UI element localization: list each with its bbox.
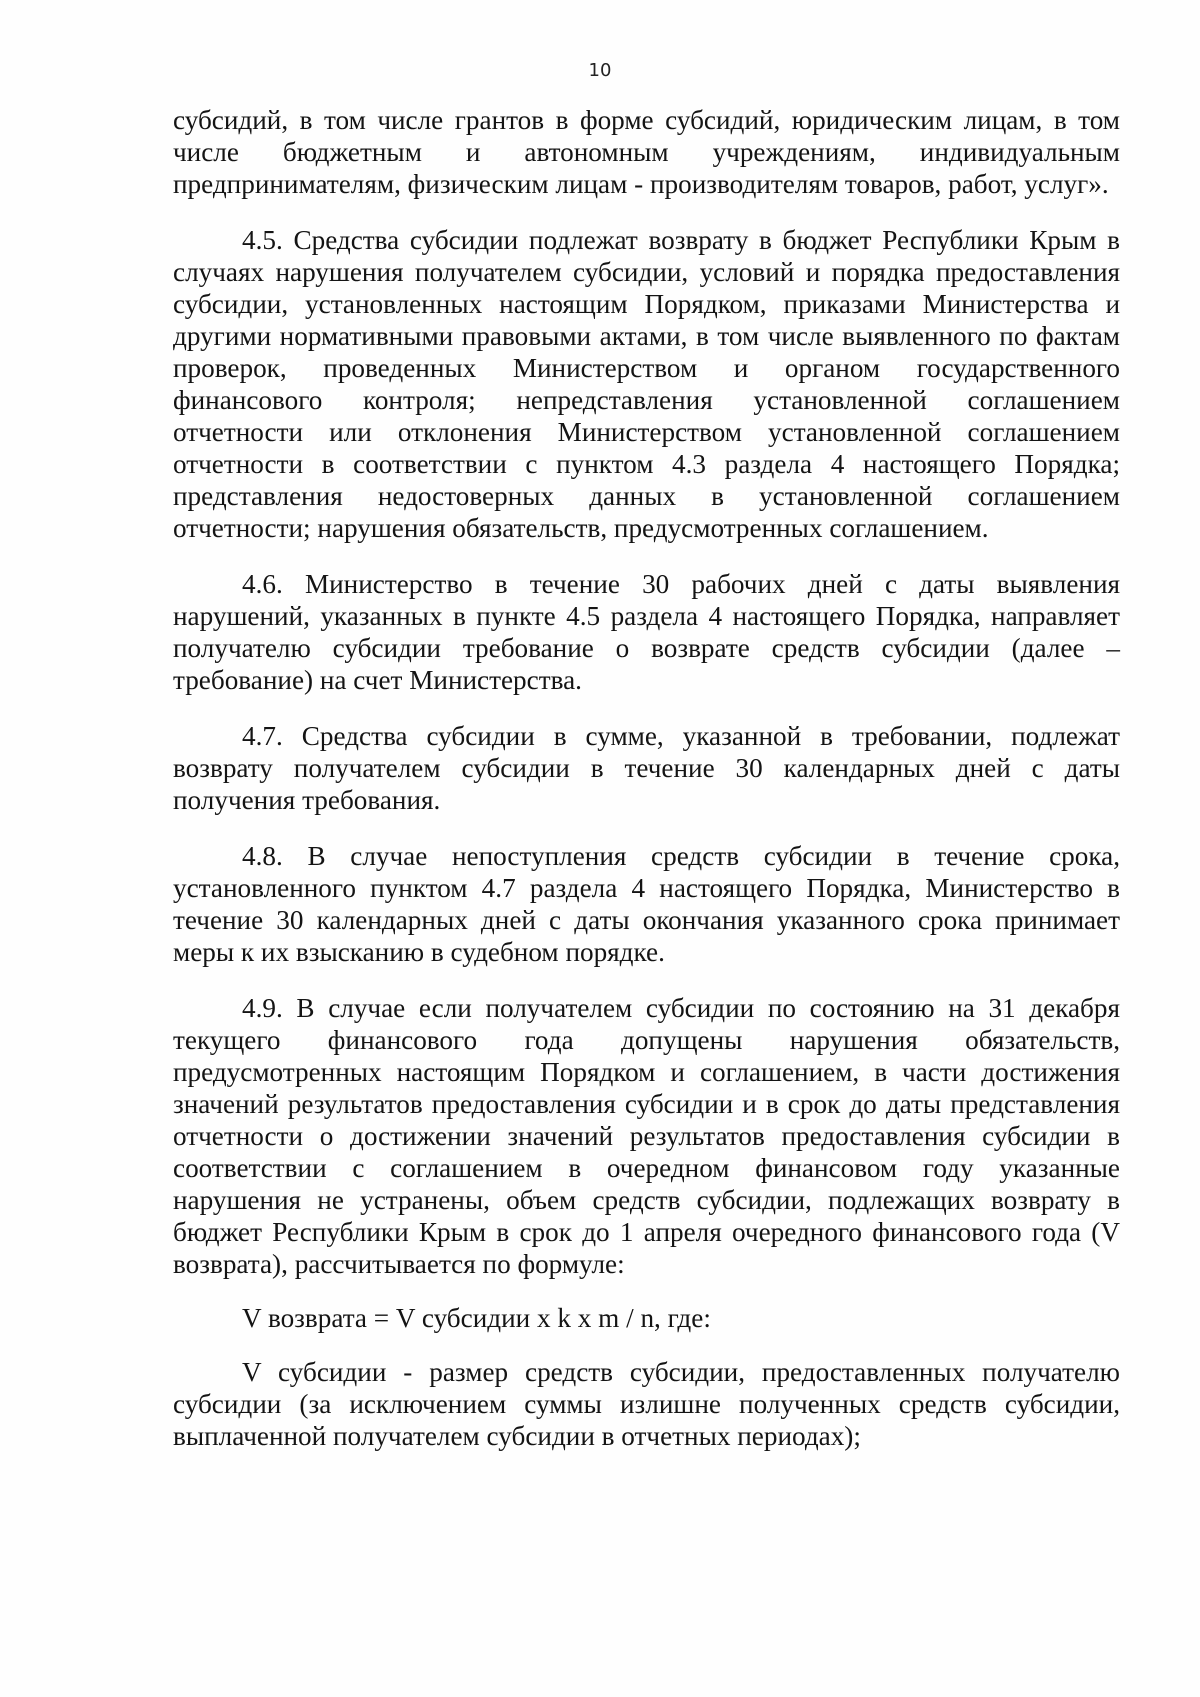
page-number: 10	[588, 60, 612, 81]
paragraph-4-6: 4.6. Министерство в течение 30 рабочих дней с даты выявления нарушений, указанных в пункте 4.5 раздела 4 настоящего Порядка, направляет получателю субсидии требование о возврате средств субсидии (далее – требование) на счет Министерства.	[173, 569, 1120, 695]
paragraph-4-8: 4.8. В случае непоступления средств субсидии в течение срока, установленного пунктом 4.7 раздела 4 настоящего Порядка, Министерство в течение 30 календарных дней с даты окончания указанного срока принимает меры к их взысканию в судебном порядке.	[173, 841, 1120, 967]
paragraph-continuation: субсидий, в том числе грантов в форме субсидий, юридическим лицам, в том числе бюджетным и автономным учреждениям, индивидуальным предпринимателям, физическим лицам - производителям товаров, работ, услуг».	[173, 105, 1120, 199]
formula: V возврата = V субсидии x k x m / n, где:	[242, 1303, 711, 1333]
paragraph-4-7: 4.7. Средства субсидии в сумме, указанной в требовании, подлежат возврату получателем субсидии в течение 30 календарных дней с даты получения требования.	[173, 721, 1120, 815]
paragraph-v-subsidy-definition: V субсидии - размер средств субсидии, предоставленных получателю субсидии (за исключением суммы излишне полученных средств субсидии, выплаченной получателем субсидии в отчетных периодах);	[173, 1357, 1120, 1451]
document-body	[173, 104, 1120, 1452]
paragraph-4-5: 4.5. Средства субсидии подлежат возврату в бюджет Республики Крым в случаях нарушения получателем субсидии, условий и порядка предоставления субсидии, установленных настоящим Порядком, приказами Министерства и другими нормативными правовыми актами, в том числе выявленного по фактам проверок, проведенных Министерством и органом государственного финансового контроля; непредставления установленной соглашением отчетности или отклонения Министерством установленной соглашением отчетности в соответствии с пунктом 4.3 раздела 4 настоящего Порядка; представления недостоверных данных в установленной соглашением отчетности; нарушения обязательств, предусмотренных соглашением.	[173, 225, 1120, 543]
paragraph-4-9: 4.9. В случае если получателем субсидии по состоянию на 31 декабря текущего финансового года допущены нарушения обязательств, предусмотренных настоящим Порядком и соглашением, в части достижения значений результатов предоставления субсидии и в срок до даты представления отчетности о достижении значений результатов предоставления субсидии в соответствии с соглашением в очередном финансовом году указанные нарушения не устранены, объем средств субсидии, подлежащих возврату в бюджет Республики Крым в срок до 1 апреля очередного финансового года (V возврата), рассчитывается по формуле:	[173, 993, 1120, 1279]
